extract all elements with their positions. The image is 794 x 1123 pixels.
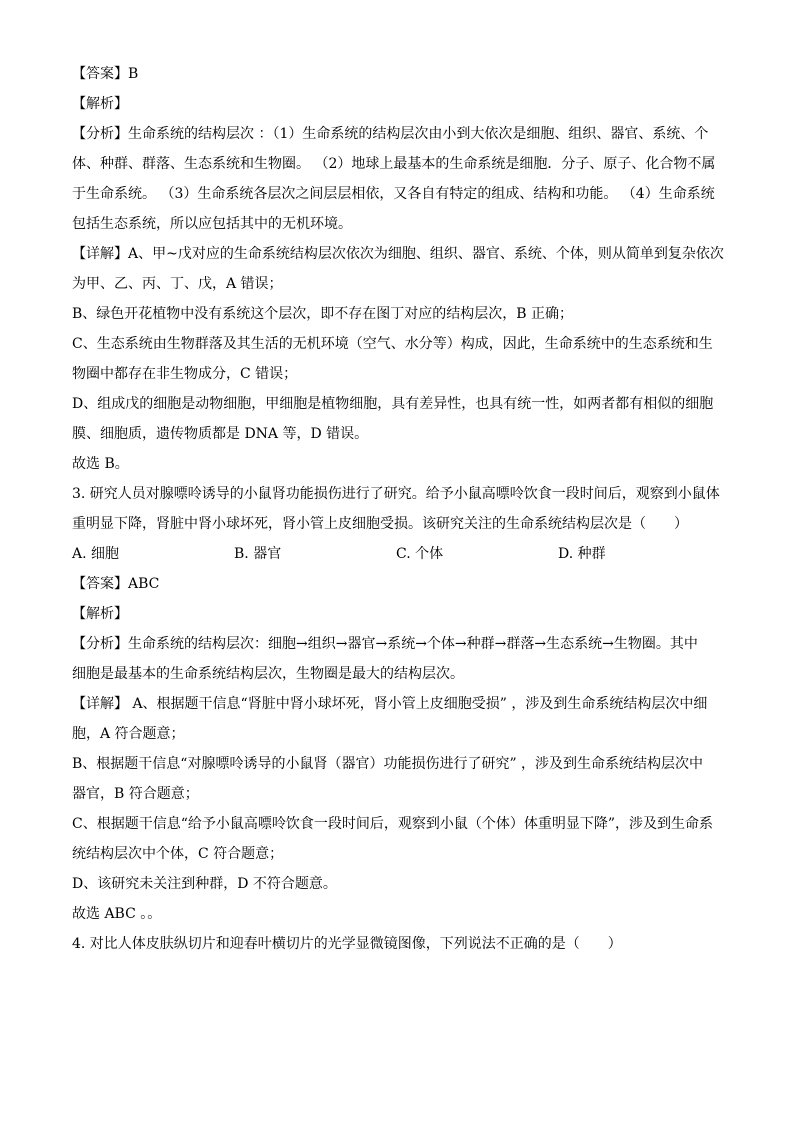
q3-analysis-line: 细胞是最基本的生命系统结构层次，生物圈是最大的结构层次。 <box>72 666 464 682</box>
q2-detail-line: 为甲、乙、丙、丁、戊，A 错误； <box>72 276 283 292</box>
document-page <box>72 64 727 964</box>
q2-detail-line: 膜、细胞质，遗传物质都是 DNA 等，D 错误。 <box>72 426 369 442</box>
q3-detail-line: D、该研究未关注到种群，D 不符合题意。 <box>72 876 337 892</box>
q2-analysis-line: 包括生态系统，所以应包括其中的无机环境。 <box>72 216 352 232</box>
q2-detail-line: B、绿色开花植物中没有系统这个层次，即不存在图丁对应的结构层次，B 正确； <box>72 306 574 322</box>
q3-stem-line: 重明显下降，肾脏中肾小球坏死，肾小管上皮细胞受损。该研究关注的生命系统结构层次是（ ） <box>72 516 688 532</box>
q2-analysis-line: 体、种群、群落、生态系统和生物圈。 （2）地球上最基本的生命系统是细胞．分子、原子、化合物不属 <box>72 156 716 172</box>
q2-analysis-line: 于生命系统。 （3）生命系统各层次之间层层相依，又各自有特定的组成、结构和功能。 （4）生命系统 <box>72 186 715 202</box>
q3-option-d: D. 种群 <box>558 546 606 562</box>
q3-detail-line: 胞，A 符合题意； <box>72 726 185 742</box>
q4-stem: 4. 对比人体皮肤纵切片和迎春叶横切片的光学显微镜图像，下列说法不正确的是（ ） <box>72 936 622 952</box>
q3-detail-line: 【详解】 A、根据题干信息“肾脏中肾小球坏死，肾小管上皮细胞受损” ，涉及到生命系统结构层次中细 <box>72 696 708 712</box>
q3-option-c: C. 个体 <box>396 546 444 562</box>
q2-conclusion: 故选 B。 <box>72 456 129 472</box>
q2-answer-line: 【答案】B <box>72 66 139 82</box>
q3-stem-line: 3. 研究人员对腺嘌呤诱导的小鼠肾功能损伤进行了研究。给予小鼠高嘌呤饮食一段时间后，观察到小鼠体 <box>72 486 720 502</box>
q2-detail-line: 【详解】A、甲~戊对应的生命系统结构层次依次为细胞、组织、器官、系统、个体，则从简单到复杂依次 <box>72 246 724 262</box>
q3-options <box>72 544 727 564</box>
q2-detail-line: D、组成戊的细胞是动物细胞，甲细胞是植物细胞，具有差异性，也具有统一性，如两者都有相似的细胞 <box>72 396 714 412</box>
q3-conclusion: 故选 ABC 。。 <box>72 906 162 922</box>
q2-analysis-line: 【分析】生命系统的结构层次 ：（1）生命系统的结构层次由小到大依次是细胞、组织、器官、系统、个 <box>72 126 709 142</box>
q3-detail-line: 统结构层次中个体，C 符合题意； <box>72 846 284 862</box>
q2-detail-line: 物圈中都存在非生物成分，C 错误； <box>72 366 298 382</box>
q2-analysis-title: 【解析】 <box>72 96 128 112</box>
q3-analysis-title: 【解析】 <box>72 606 128 622</box>
q3-option-a: A. 细胞 <box>72 546 120 562</box>
q3-detail-line: 器官，B 符合题意； <box>72 786 199 802</box>
q3-detail-line: C、根据题干信息“给予小鼠高嘌呤饮食一段时间后，观察到小鼠（个体）体重明显下降”，涉及到生命系 <box>72 816 714 832</box>
q3-option-b: B. 器官 <box>234 546 282 562</box>
q3-answer-line: 【答案】ABC <box>72 576 160 592</box>
q3-detail-line: B、根据题干信息“对腺嘌呤诱导的小鼠肾（器官）功能损伤进行了研究” ，涉及到生命系统结构层次中 <box>72 756 704 772</box>
q3-analysis-line: 【分析】生命系统的结构层次：细胞→组织→器官→系统→个体→种群→群落→生态系统→生物圈。其中 <box>72 636 698 652</box>
q2-detail-line: C、生态系统由生物群落及其生活的无机环境（空气、水分等）构成，因此，生命系统中的生态系统和生 <box>72 336 713 352</box>
